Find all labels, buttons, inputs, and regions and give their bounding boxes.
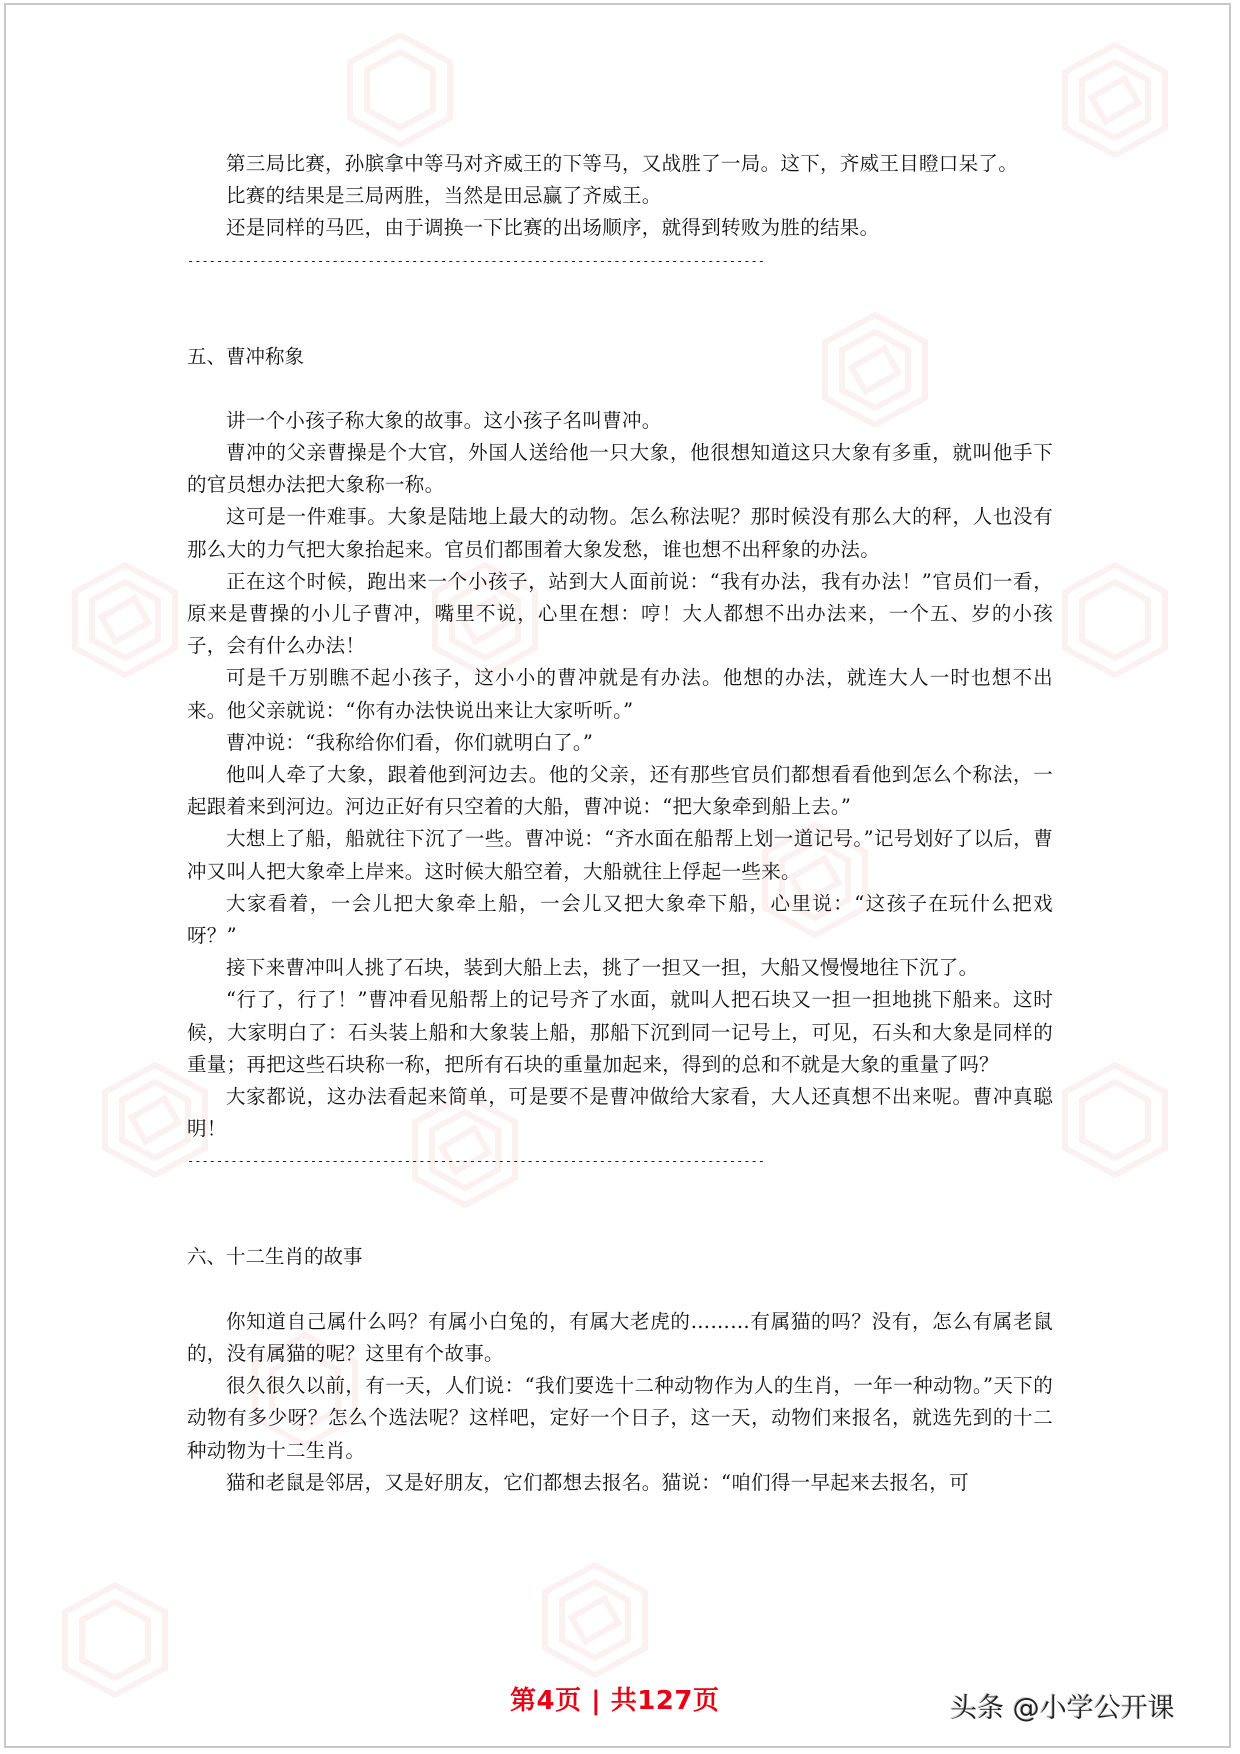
watermark-logo-icon xyxy=(540,1560,650,1680)
section-title: 六、十二生肖的故事 xyxy=(187,1245,363,1269)
paragraph: 他叫人牵了大象，跟着他到河边去。他的父亲，还有那些官员们都想看看他到怎么个称法，一起跟着来到河边。河边正好有只空着的大船，曹冲说：“把大象牵到船上去。” xyxy=(187,763,1053,819)
paragraph: 这可是一件难事。大象是陆地上最大的动物。怎么称法呢？那时候没有那么大的秤，人也没有那么大的力气把大象抬起来。官员们都围着大象发愁，谁也想不出秤象的办法。 xyxy=(187,505,1053,561)
paragraph: 很久很久以前，有一天，人们说：“我们要选十二种动物作为人的生肖，一年一种动物。”天下的动物有多少呀？怎么个选法呢？这样吧，定好一个日子，这一天，动物们来报名，就选先到的十二种动物为十二生肖。 xyxy=(187,1374,1053,1462)
paragraph: 讲一个小孩子称大象的故事。这小孩子名叫曹冲。 xyxy=(226,408,662,432)
section-separator: -------------------------------------------------------------------------------- xyxy=(187,1154,765,1169)
source-credit-watermark: 头条 @小学公开课 xyxy=(950,1693,1175,1724)
paragraph: 猫和老鼠是邻居，又是好朋友，它们都想去报名。猫说：“咱们得一早起来去报名，可 xyxy=(226,1470,969,1494)
paragraph: 可是千万别瞧不起小孩子，这小小的曹冲就是有办法。他想的办法，就连大人一时也想不出来。他父亲就说：“你有办法快说出来让大家听听。” xyxy=(187,666,1053,722)
paragraph: 曹冲说：“我称给你们看，你们就明白了。” xyxy=(226,730,594,754)
watermark-logo-icon xyxy=(1060,40,1170,160)
paragraph: 正在这个时候，跑出来一个小孩子，站到大人面前说：“我有办法，我有办法！”官员们一看，原来是曹操的小儿子曹冲，嘴里不说，心里在想：哼！大人都想不出办法来，一个五、岁的小孩子，会有什么办法！ xyxy=(187,569,1053,658)
watermark-logo-icon xyxy=(1060,1060,1170,1180)
paragraph: 你知道自己属什么吗？有属小白兔的，有属大老虎的………有属猫的吗？没有，怎么有属老鼠的，没有属猫的呢？这里有个故事。 xyxy=(187,1309,1053,1365)
paragraph: 比赛的结果是三局两胜，当然是田忌赢了齐威王。 xyxy=(226,184,662,208)
section-title: 五、曹冲称象 xyxy=(187,344,305,368)
spacer xyxy=(187,1274,1053,1306)
spacer xyxy=(187,277,1053,341)
watermark-logo-icon xyxy=(70,560,180,680)
spacer xyxy=(187,1177,1053,1241)
paragraph: 大家都说，这办法看起来简单，可是要不是曹冲做给大家看，大人还真想不出来呢。曹冲真聪明！ xyxy=(187,1085,1053,1141)
paragraph: 大想上了船，船就往下沉了一些。曹冲说：“齐水面在船帮上划一道记号。”记号划好了以后，曹冲又叫人把大象牵上岸来。这时候大船空着，大船就往上俘起一些来。 xyxy=(187,827,1053,883)
paragraph: 第三局比赛，孙膑拿中等马对齐威王的下等马，又战胜了一局。这下，齐威王目瞪口呆了。 xyxy=(226,152,1019,175)
page-indicator: 第4页 | 共127页 xyxy=(510,1686,720,1716)
paragraph: 接下来曹冲叫人挑了石块，装到大船上去，挑了一担又一担，大船又慢慢地往下沉了。 xyxy=(226,956,979,980)
watermark-logo-icon xyxy=(60,1580,170,1700)
paragraph: 大家看着，一会儿把大象牵上船，一会儿又把大象牵下船，心里说：“这孩子在玩什么把戏呀？” xyxy=(187,891,1053,948)
paragraph: 还是同样的马匹，由于调换一下比赛的出场顺序，就得到转败为胜的结果。 xyxy=(226,216,880,240)
document-body xyxy=(187,148,1053,1499)
watermark-logo-icon xyxy=(1060,560,1170,680)
paragraph: “行了，行了！”曹冲看见船帮上的记号齐了水面，就叫人把石块又一担一担地挑下船来。这时候，大家明白了：石头装上船和大象装上船，那船下沉到同一记号上，可见，石头和大象是同样的重量；再把这些石块称一称，把所有石块的重量加起来，得到的总和不就是大象的重量了吗？ xyxy=(187,988,1053,1076)
section-separator: -------------------------------------------------------------------------------- xyxy=(187,253,765,268)
paragraph: 曹冲的父亲曹操是个大官，外国人送给他一只大象，他很想知道这只大象有多重，就叫他手下的官员想办法把大象称一称。 xyxy=(187,441,1053,497)
spacer xyxy=(187,373,1053,405)
watermark-logo-icon xyxy=(345,30,455,150)
